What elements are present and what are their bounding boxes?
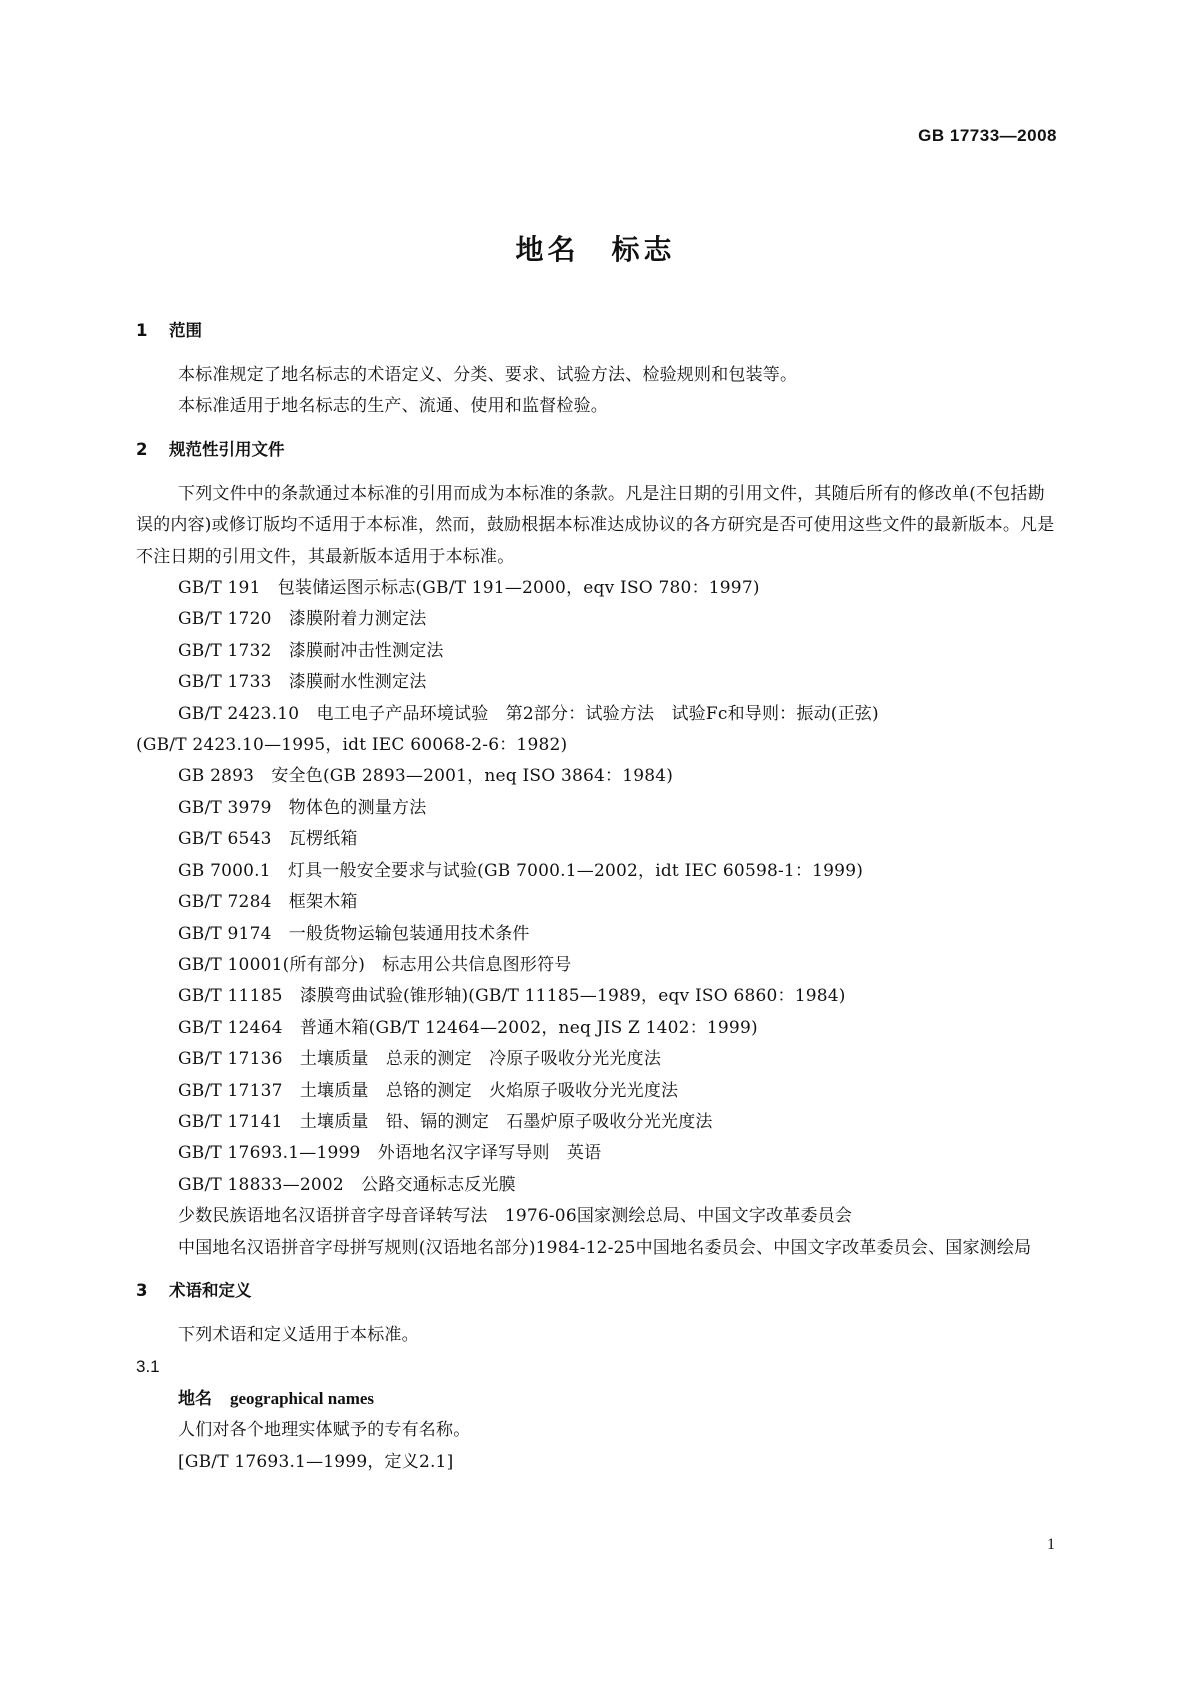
reference-item: GB/T 17693.1—1999 外语地名汉字译写导则 英语 — [178, 1143, 602, 1164]
reference-item: GB/T 9174 一般货物运输包装通用技术条件 — [178, 923, 530, 944]
reference-item: GB/T 1720 漆膜附着力测定法 — [178, 609, 427, 630]
reference-item: GB/T 11185 漆膜弯曲试验(锥形轴)(GB/T 11185—1989，eqv ISO 6860：1984) — [178, 986, 846, 1007]
reference-item: GB/T 6543 瓦楞纸箱 — [178, 829, 358, 850]
reference-item: GB/T 17137 土壤质量 总铬的测定 火焰原子吸收分光光度法 — [178, 1080, 679, 1101]
document-body — [136, 320, 1058, 1478]
reference-item: 少数民族语地名汉语拼音字母音译转写法 1976-06国家测绘总局、中国文字改革委员会 — [178, 1206, 853, 1227]
reference-item: GB/T 7284 框架木箱 — [178, 892, 358, 913]
clause-number: 3.1 — [136, 1357, 160, 1377]
section-title: 范围 — [169, 321, 202, 340]
section-number: 2 — [136, 439, 148, 459]
section-heading-scope — [136, 320, 1058, 342]
reference-item: GB/T 17141 土壤质量 铅、镉的测定 石墨炉原子吸收分光光度法 — [178, 1111, 713, 1132]
section-number: 1 — [136, 321, 148, 340]
reference-item: 中国地名汉语拼音字母拼写规则(汉语地名部分)1984-12-25中国地名委员会、中国文字改革委员会、国家测绘局 — [178, 1237, 1032, 1258]
reference-item: GB/T 1732 漆膜耐冲击性测定法 — [178, 640, 444, 661]
term-definition: 人们对各个地理实体赋予的专有名称。 — [178, 1420, 471, 1441]
references-intro: 下列文件中的条款通过本标准的引用而成为本标准的条款。凡是注日期的引用文件，其随后所有的修改单(不包括勘误的内容)或修订版均不适用于本标准，然而，鼓励根据本标准达成协议的各方研究是否可使用这些文件的最新版本。凡是不注日期的引用文件，其最新版本适用于本标准。 — [136, 483, 1055, 567]
section-heading-references — [136, 439, 1058, 461]
section-heading-terms — [136, 1280, 1058, 1302]
scope-paragraph: 本标准规定了地名标志的术语定义、分类、要求、试验方法、检验规则和包装等。 — [178, 365, 798, 385]
section-title: 规范性引用文件 — [169, 439, 285, 459]
reference-item: GB 2893 安全色(GB 2893—2001，neq ISO 3864：1984) — [178, 766, 674, 787]
reference-item: GB/T 12464 普通木箱(GB/T 12464—2002，neq JIS Z 1402：1999) — [178, 1017, 758, 1038]
section-number: 3 — [136, 1280, 148, 1300]
document-title: 地名 标志 — [515, 233, 676, 266]
reference-item: GB/T 3979 物体色的测量方法 — [178, 797, 427, 818]
section-title: 术语和定义 — [169, 1280, 252, 1300]
reference-item-continuation: (GB/T 2423.10—1995，idt IEC 60068-2-6：1982) — [136, 735, 568, 756]
reference-item: GB/T 18833—2002 公路交通标志反光膜 — [178, 1174, 516, 1195]
reference-item: GB/T 17136 土壤质量 总汞的测定 冷原子吸收分光光度法 — [178, 1049, 662, 1070]
term-chinese: 地名 — [178, 1388, 212, 1409]
standard-number: GB 17733—2008 — [918, 126, 1057, 145]
reference-item: GB 7000.1 灯具一般安全要求与试验(GB 7000.1—2002，idt IEC 60598-1：1999) — [178, 860, 864, 881]
reference-item: GB/T 191 包装储运图示标志(GB/T 191—2000，eqv ISO 780：1997) — [178, 578, 760, 599]
term-source: [GB/T 17693.1—1999，定义2.1] — [178, 1451, 454, 1472]
reference-item: GB/T 2423.10 电工电子产品环境试验 第2部分：试验方法 试验Fc和导则：振动(正弦) — [178, 703, 879, 724]
term-entry — [136, 1383, 1058, 1415]
terms-intro: 下列术语和定义适用于本标准。 — [178, 1324, 419, 1345]
scope-paragraph: 本标准适用于地名标志的生产、流通、使用和监督检验。 — [178, 396, 608, 417]
reference-item: GB/T 1733 漆膜耐水性测定法 — [178, 672, 427, 693]
page-number: 1 — [1047, 1536, 1055, 1553]
term-english: geographical names — [230, 1388, 375, 1408]
reference-item: GB/T 10001(所有部分) 标志用公共信息图形符号 — [178, 954, 572, 975]
